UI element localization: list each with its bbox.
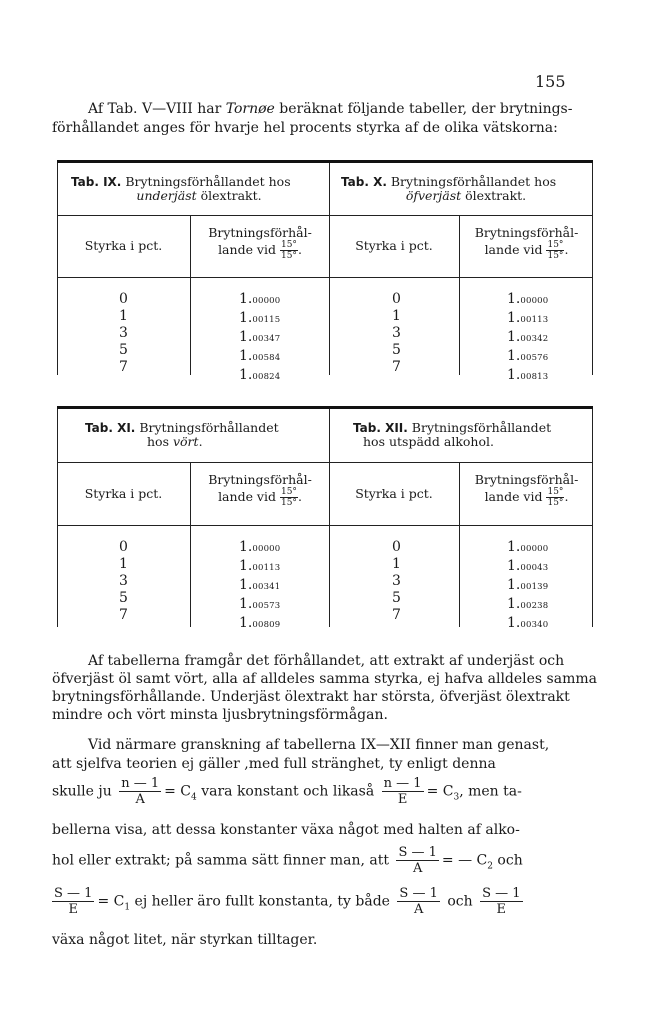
table-title-main: Brytningsförhållandet hos (125, 174, 291, 189)
table-label: Tab. X. (341, 175, 387, 189)
strength-value: 1 (119, 308, 128, 324)
strength-value: 7 (392, 359, 401, 375)
ratio-value: 1.00000 (239, 291, 281, 307)
table-title-sub: vört (172, 434, 199, 449)
temperature-fraction: $\frac{15^\circ}{15^\circ}$ (280, 487, 297, 508)
column-header-ratio: Brytningsförhål- lande vid $\frac{15^\circ}{15^\circ}$ . (474, 225, 579, 261)
temperature-fraction: $\frac{15^\circ}{15^\circ}$ (280, 240, 297, 261)
table-xii (329, 406, 593, 631)
ratio-value: 1.00584 (239, 348, 281, 364)
intro-paragraph (52, 100, 612, 138)
ratio-column (507, 539, 548, 634)
header-line-2: lande vid (218, 242, 276, 257)
strength-value: 3 (119, 573, 128, 589)
paragraph2-line-5 (52, 845, 612, 876)
ratio-value: 1.00238 (507, 596, 549, 612)
strength-value: 7 (392, 607, 401, 623)
ratio-value: 1.00347 (239, 329, 281, 345)
table-title (341, 175, 591, 203)
ratio-value: 1.00113 (507, 310, 549, 326)
page-number: 155 (535, 72, 566, 91)
intro-text-cont: beräknat följande tabeller, der brytnings- (274, 101, 573, 117)
text: , men ta- (459, 783, 522, 800)
text: skulle ju (52, 783, 112, 800)
header-line-2: lande vid (218, 489, 276, 504)
strength-value: 3 (392, 573, 401, 589)
table-title-main: Brytningsförhållandet (139, 420, 279, 435)
ratio-value: 1.00573 (239, 596, 281, 612)
text: och (447, 893, 473, 910)
paragraph-conclusion (52, 652, 612, 724)
strength-value: 0 (392, 539, 401, 555)
paragraph-text: Af tabellerna framgår det förhållandet, att extrakt af underjäst och öfverjäst öl samt vört, alla af alldeles samma styrka, ej hafva alldeles samma brytningsförhållande. Underjäst ölextrakt har största, öfverjäst ölextrakt mindre och vört minsta ljusbrytningsförmågan. (52, 653, 597, 723)
table-xi (57, 406, 329, 631)
strength-value: 7 (119, 359, 128, 375)
table-title-rest: ölextrakt. (196, 188, 262, 203)
column-header-ratio: Brytningsförhål- lande vid $\frac{15^\circ}{15^\circ}$ . (208, 225, 312, 261)
header-line-2: lande vid (484, 242, 543, 257)
ratio-value: 1.00576 (507, 348, 549, 364)
fraction-n-minus-1-over-e: $\frac{n — 1}{E}$ (383, 776, 422, 807)
fraction-s-minus-1-over-e: $\frac{S — 1}{E}$ (54, 886, 93, 917)
text: vara konstant och likaså (196, 783, 375, 800)
table-x (329, 160, 593, 383)
strength-value: 1 (119, 556, 128, 572)
table-label: Tab. XI. (85, 421, 136, 435)
strength-value: 3 (119, 325, 128, 341)
table-title-main: Brytningsförhållandet hos (390, 174, 557, 189)
table-title-rest: ölextrakt. (461, 188, 527, 203)
ratio-column (239, 291, 280, 386)
ratio-value: 1.00139 (507, 577, 549, 593)
fraction-s-minus-1-over-a: $\frac{S — 1}{A}$ (399, 886, 438, 917)
paragraph2-line-1 (52, 737, 612, 753)
ratio-value: 1.00809 (239, 615, 281, 631)
strength-column (392, 291, 401, 376)
ratio-value: 1.00341 (239, 577, 281, 593)
table-title-sub: hos utspädd alkohol. (363, 434, 494, 449)
ratio-value: 1.00000 (507, 539, 549, 555)
header-line-1: Brytningsförhål- (474, 472, 579, 487)
strength-value: 0 (119, 291, 128, 307)
strength-value: 5 (119, 342, 128, 358)
text: = C (426, 783, 454, 800)
text: hol eller extrakt; på samma sätt finner man, att (52, 852, 389, 869)
table-title (71, 175, 327, 203)
header-line-1: Brytningsförhål- (208, 472, 312, 487)
text: Vid närmare granskning af tabellerna IX—XII finner man genast, (88, 737, 550, 753)
intro-text: Af Tab. V—VIII har (88, 101, 226, 117)
ratio-value: 1.00000 (507, 291, 549, 307)
paragraph2-line-6 (52, 886, 612, 917)
text: att sjelfva teorien ej gäller ,med full stränghet, ty enligt denna (52, 756, 496, 772)
table-ix (57, 160, 329, 383)
subscript: 2 (487, 861, 493, 872)
strength-value: 0 (119, 539, 128, 555)
strength-value: 7 (119, 607, 128, 623)
table-title-prefix: hos (147, 434, 173, 449)
column-header-strength: Styrka i pct. (84, 238, 163, 253)
ratio-value: 1.00813 (507, 367, 549, 383)
strength-column (119, 539, 128, 624)
text: och (492, 852, 523, 869)
table-title-sub: öfverjäst (405, 188, 462, 203)
table-label: Tab. XII. (353, 421, 408, 435)
table-title (353, 421, 591, 449)
subscript: 4 (191, 792, 197, 803)
table-label: Tab. IX. (71, 175, 122, 189)
column-header-ratio: Brytningsförhål- lande vid $\frac{15^\circ}{15^\circ}$ . (208, 472, 312, 508)
ratio-value: 1.00000 (239, 539, 281, 555)
table-title-main: Brytningsförhållandet (411, 420, 552, 435)
subscript: 1 (124, 902, 131, 913)
author-name: Tornøe (225, 101, 275, 117)
header-line-1: Brytningsförhål- (474, 225, 579, 240)
temperature-fraction: $\frac{15^\circ}{15^\circ}$ (547, 487, 564, 508)
text: växa något litet, när styrkan tilltager. (52, 932, 318, 948)
strength-value: 5 (392, 342, 401, 358)
text: = C (97, 893, 125, 910)
strength-column (392, 539, 401, 624)
temperature-fraction: $\frac{15^\circ}{15^\circ}$ (547, 240, 564, 261)
text: ej heller äro fullt konstanta, ty både (130, 893, 390, 910)
ratio-value: 1.00342 (507, 329, 549, 345)
header-line-2: lande vid (484, 489, 543, 504)
table-title-sub: underjäst (136, 188, 197, 203)
ratio-column (507, 291, 548, 386)
strength-value: 0 (392, 291, 401, 307)
ratio-value: 1.00824 (239, 367, 281, 383)
ratio-value: 1.00043 (507, 558, 549, 574)
fraction-s-minus-1-over-a: $\frac{S — 1}{A}$ (398, 845, 437, 876)
header-line-1: Brytningsförhål- (208, 225, 312, 240)
fraction-n-minus-1-over-a: $\frac{n — 1}{A}$ (121, 776, 160, 807)
ratio-column (239, 539, 280, 634)
ratio-value: 1.00340 (507, 615, 549, 631)
strength-value: 1 (392, 308, 401, 324)
ratio-value: 1.00115 (239, 310, 281, 326)
fraction-s-minus-1-over-e: $\frac{S — 1}{E}$ (482, 886, 521, 917)
column-header-ratio: Brytningsförhål- lande vid $\frac{15^\circ}{15^\circ}$ . (474, 472, 579, 508)
column-header-strength: Styrka i pct. (84, 486, 163, 501)
paragraph2-line-7 (52, 932, 612, 948)
table-title-rest: . (198, 434, 203, 449)
strength-value: 5 (392, 590, 401, 606)
paragraph2-line-3 (52, 776, 612, 807)
intro-line-2: förhållandet anges för hvarje hel procents styrka af de olika vätskorna: (52, 120, 558, 136)
strength-value: 3 (392, 325, 401, 341)
column-header-strength: Styrka i pct. (355, 238, 433, 253)
column-header-strength: Styrka i pct. (355, 486, 433, 501)
subscript: 3 (453, 792, 460, 803)
strength-value: 1 (392, 556, 401, 572)
text: = C (164, 783, 192, 800)
strength-value: 5 (119, 590, 128, 606)
text: = — C (441, 852, 488, 869)
paragraph2-line-2 (52, 756, 612, 772)
paragraph2-line-4 (52, 822, 612, 838)
strength-column (119, 291, 128, 376)
table-title (85, 421, 325, 449)
text: bellerna visa, att dessa konstanter växa något med halten af alko- (52, 822, 520, 838)
ratio-value: 1.00113 (239, 558, 281, 574)
intro-line-1 (52, 100, 612, 119)
